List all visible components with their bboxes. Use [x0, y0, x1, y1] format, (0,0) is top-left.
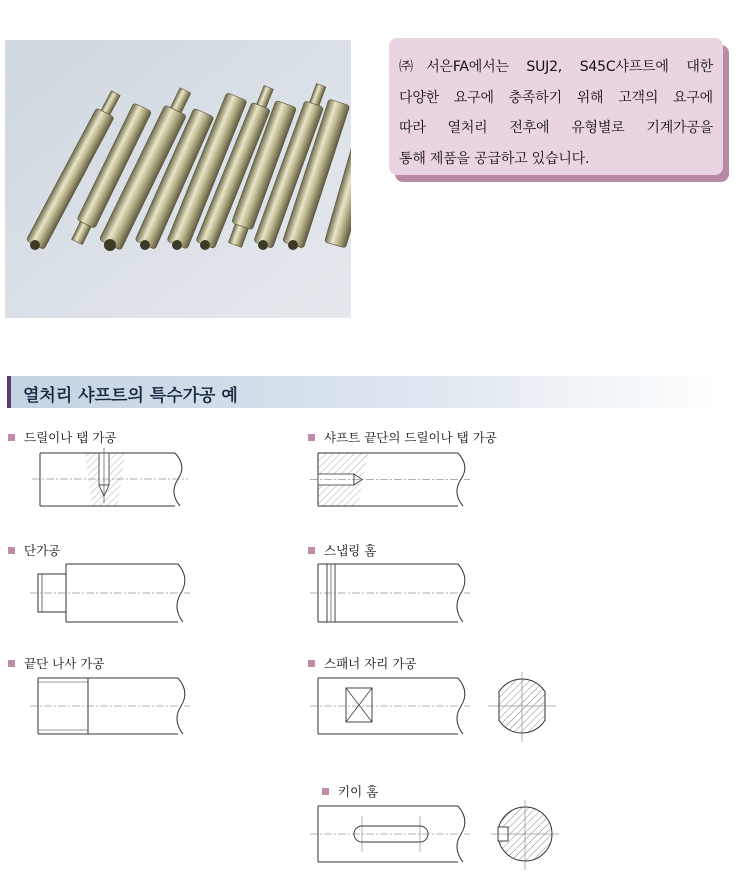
item-label-snap-ring-groove: 스냅링 홈 — [308, 541, 376, 559]
item-label-end-thread: 끝단 나사 가공 — [8, 654, 104, 672]
bullet-square-icon — [308, 547, 315, 554]
item-label-end-drill-tap: 샤프트 끝단의 드릴이나 탭 가공 — [308, 428, 497, 446]
intro-line: ㈜서은FA에서는 SUJ2, S45C샤프트에 대한 — [399, 59, 713, 75]
key-groove-drawing — [310, 800, 560, 872]
item-label-key-groove: 키이 홈 — [322, 782, 378, 800]
shaft-products-photo — [5, 40, 351, 318]
bullet-square-icon — [322, 788, 329, 795]
item-label-drill-tap: 드릴이나 탭 가공 — [8, 428, 116, 446]
item-label-spanner-flat: 스패너 자리 가공 — [308, 654, 416, 672]
intro-box — [389, 38, 723, 175]
bullet-square-icon — [8, 660, 15, 667]
section-accent-bar — [7, 376, 11, 408]
step-drawing — [30, 560, 195, 628]
drill-tap-drawing — [30, 448, 195, 520]
bullet-square-icon — [8, 434, 15, 441]
intro-line: 따라 열처리 전후에 유형별로 기계가공을 — [399, 120, 713, 136]
intro-line: 다양한 요구에 충족하기 위해 고객의 요구에 — [399, 89, 713, 106]
bullet-square-icon — [308, 434, 315, 441]
snap-ring-groove-drawing — [310, 560, 475, 628]
bullet-square-icon — [8, 547, 15, 554]
section-header — [7, 376, 717, 408]
item-label-step: 단가공 — [8, 541, 60, 559]
spanner-flat-drawing — [310, 660, 560, 750]
intro-line: 통해 제품을 공급하고 있습니다. — [399, 150, 590, 167]
section-title: 열처리 샤프트의 특수가공 예 — [23, 386, 238, 406]
end-drill-tap-drawing — [310, 448, 475, 520]
end-thread-drawing — [30, 674, 195, 740]
